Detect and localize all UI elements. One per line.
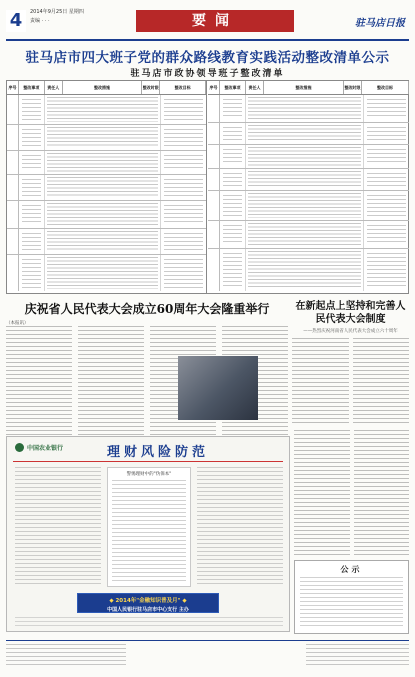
notice-body	[300, 577, 403, 629]
ad-rule	[13, 461, 283, 462]
table-left-half	[7, 81, 207, 293]
text-column	[78, 326, 144, 438]
bank-logo	[15, 443, 63, 452]
financial-ad	[6, 436, 290, 632]
commentary-body	[292, 338, 409, 424]
rectification-table	[6, 80, 409, 294]
ad-inset-title: 警惕理财中的"伪保本"	[126, 472, 172, 477]
notice-title: 公示	[340, 564, 363, 574]
col-header: 整改措施	[63, 81, 143, 94]
table-row	[7, 95, 206, 125]
table-row	[208, 123, 409, 145]
table-row	[208, 95, 409, 123]
ad-inset-text	[112, 480, 186, 582]
col-header: 责任人	[246, 81, 264, 94]
text-column	[6, 326, 72, 438]
table-row	[7, 175, 206, 201]
commentary-headline: 在新起点上坚持和完善人民代表大会制度	[295, 301, 406, 325]
table-row	[7, 229, 206, 255]
article-byline: （本报讯）	[6, 321, 29, 326]
lead-headline: 驻马店市四大班子党的群众路线教育实践活动整改清单公示	[25, 50, 390, 66]
table-right-half	[208, 81, 409, 293]
public-notice	[294, 560, 409, 634]
ad-banner-line2: 中国人民银行驻马店市中心支行 主办	[107, 607, 189, 613]
text-column	[353, 338, 410, 424]
col-header: 整改时限	[142, 81, 160, 94]
table-row	[208, 249, 409, 291]
footer-right-text	[306, 644, 409, 668]
col-header: 整改目标	[160, 81, 206, 94]
col-header: 责任人	[45, 81, 63, 94]
commentary-subheadline: ——热烈庆祝河南省人民代表大会成立六十周年	[303, 329, 398, 334]
header-rule	[6, 39, 409, 41]
paper-name: 驻马店日报	[355, 18, 405, 29]
col-header: 序号	[208, 81, 220, 94]
editor-line: 责编 · · ·	[30, 18, 50, 24]
commentary-continued	[294, 430, 409, 556]
footer-rule	[6, 640, 409, 641]
ad-banner-line1: ◆ 2014年"金融知识普及月" ◆	[109, 598, 187, 604]
ad-text-column	[197, 467, 283, 585]
ad-inset	[107, 467, 191, 587]
masthead	[6, 4, 409, 38]
table-header	[208, 81, 409, 95]
table-row	[7, 255, 206, 291]
date-line: 2014年9月25日 星期四	[30, 9, 84, 15]
bank-logo-icon	[15, 443, 24, 452]
col-header: 序号	[7, 81, 19, 94]
page-number: 4	[6, 10, 26, 32]
table-row	[7, 125, 206, 151]
text-column	[292, 338, 349, 424]
table-row	[208, 221, 409, 249]
table-row	[208, 191, 409, 221]
table-row	[7, 201, 206, 229]
col-header: 整改目标	[362, 81, 409, 94]
news-photo	[178, 356, 258, 420]
ad-title: 理财风险防范	[107, 445, 210, 460]
table-row	[208, 169, 409, 191]
text-column	[354, 430, 410, 556]
ad-banner	[77, 593, 219, 613]
table-row	[208, 145, 409, 169]
section-title: 要闻	[136, 10, 294, 32]
ad-text-column	[15, 467, 101, 585]
header-meta	[30, 8, 84, 26]
page-footer	[6, 644, 409, 672]
col-header: 整改措施	[264, 81, 344, 94]
col-header: 整改事项	[19, 81, 45, 94]
footer-left-text	[6, 644, 126, 668]
table-header	[7, 81, 206, 95]
ad-footnote	[15, 617, 283, 629]
text-column	[294, 430, 350, 556]
table-row	[7, 151, 206, 175]
article-headline: 庆祝省人民代表大会成立60周年大会隆重举行	[24, 302, 270, 316]
commentary-article	[292, 300, 409, 428]
lead-subheadline: 驻马店市政协领导班子整改清单	[130, 69, 285, 79]
col-header: 整改事项	[220, 81, 246, 94]
bank-name: 中国农业银行	[27, 445, 64, 452]
col-header: 整改时限	[344, 81, 362, 94]
